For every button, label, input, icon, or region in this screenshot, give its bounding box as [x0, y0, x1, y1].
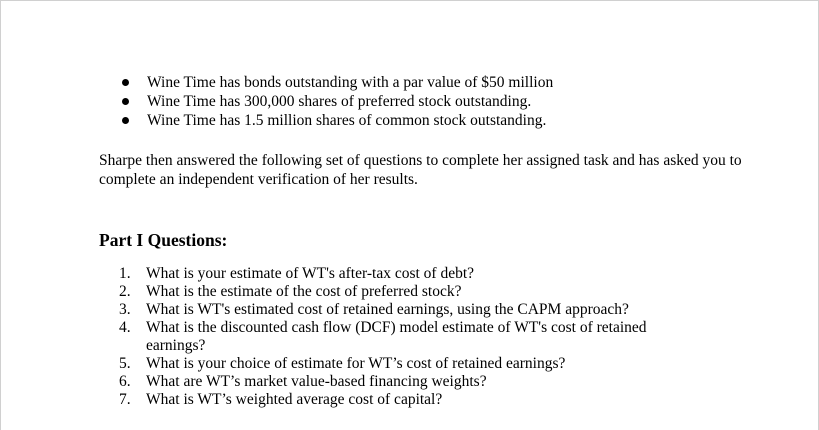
question-item: [119, 373, 679, 391]
bullet-list: [119, 73, 553, 130]
question-number: 4.: [119, 319, 131, 336]
bullet-dot-icon: [122, 79, 129, 86]
question-item: [119, 265, 679, 283]
question-text: What is WT's estimated cost of retained earnings, using the CAPM approach?: [146, 301, 629, 318]
question-number: 3.: [119, 301, 131, 318]
bullet-item: [119, 92, 553, 111]
question-item: [119, 391, 679, 409]
bullet-item: [119, 111, 553, 130]
question-text: What is the estimate of the cost of preferred stock?: [146, 283, 462, 300]
question-text: What is WT’s weighted average cost of capital?: [146, 391, 443, 408]
bullet-dot-icon: [122, 117, 129, 124]
question-text: What is your choice of estimate for WT’s cost of retained earnings?: [146, 355, 566, 372]
bullet-dot-icon: [122, 98, 129, 105]
question-number: 7.: [119, 391, 131, 408]
question-text: What is your estimate of WT's after-tax cost of debt?: [146, 265, 475, 282]
bullet-text: Wine Time has 1.5 million shares of common stock outstanding.: [147, 112, 547, 129]
bullet-text: Wine Time has 300,000 shares of preferred stock outstanding.: [147, 93, 532, 110]
question-item: [119, 319, 679, 355]
question-number: 5.: [119, 355, 131, 372]
question-item: [119, 283, 679, 301]
bullet-item: [119, 73, 553, 92]
question-item: [119, 355, 679, 373]
question-number: 6.: [119, 373, 131, 390]
section-heading: Part I Questions:: [99, 230, 228, 250]
question-text: What is the discounted cash flow (DCF) model estimate of WT's cost of retained earnings?: [146, 319, 647, 354]
question-number: 2.: [119, 283, 131, 300]
intro-paragraph: Sharpe then answered the following set of questions to complete her assigned task and has asked you to complete an independent verification of her results.: [99, 152, 742, 188]
question-list: [119, 265, 679, 409]
question-number: 1.: [119, 265, 131, 282]
bullet-text: Wine Time has bonds outstanding with a par value of $50 million: [147, 74, 554, 91]
question-item: [119, 301, 679, 319]
question-text: What are WT’s market value-based financing weights?: [146, 373, 487, 390]
